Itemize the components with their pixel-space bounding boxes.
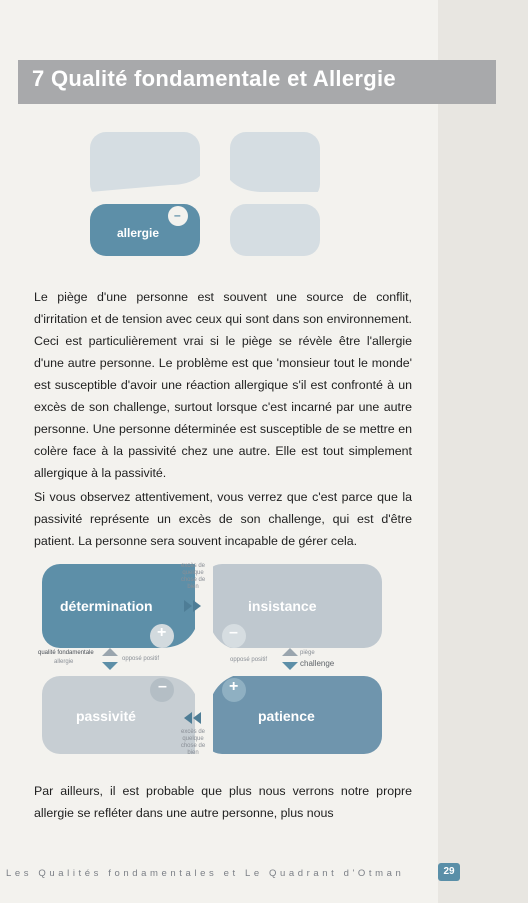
opposite-left-label: opposé positif: [122, 656, 160, 662]
allergie-label: allergie: [117, 226, 160, 240]
minus-icon-bottom: –: [158, 678, 167, 695]
paragraph-3: Par ailleurs, il est probable que plus nous verrons notre propre allergie se refléter dans une autre personne, plus nous: [34, 784, 412, 820]
minus-icon-top: –: [229, 624, 238, 641]
top-excess-note: excès de quelque chose de bien: [180, 563, 206, 590]
bottom-excess-note: excès de quelque chose de bien: [180, 729, 206, 756]
plus-icon-top: +: [157, 624, 167, 641]
quadrant-bottom-left-label: passivité: [76, 708, 136, 724]
minus-sign-icon: –: [174, 208, 181, 222]
footer-text: Les Qualités fondamentales et Le Quadrant d'Otman: [6, 868, 405, 879]
trap-label: piège: [300, 650, 315, 656]
opposite-right-label: opposé positif: [230, 657, 268, 663]
quality-label: qualité fondamentale: [38, 650, 94, 656]
allergy-small-label: allergie: [54, 659, 74, 665]
chapter-title: 7 Qualité fondamentale et Allergie: [32, 66, 396, 91]
quadrant-top-left-label: détermination: [60, 598, 153, 614]
paragraph-2: Si vous observez attentivement, vous verrez que c'est parce que la passivité représente un excès de son challenge, qui est d'être patient. La personne sera souvent incapable de gérer cela.: [34, 490, 412, 548]
quadrant-top-right-label: insistance: [248, 598, 317, 614]
paragraph-1: Le piège d'une personne est souvent une source de conflit, d'irritation et de tension avec ceux qui sont dans son environnement. Ceci est particulièrement vrai si le piège se révèle être l'allergie d'une autre personne. Le problème est que 'monsieur tout le monde' est susceptible d'avoir une réaction allergique s'il est confronté à un excès de son challenge, surtout lorsque c'est incarné par une autre personne. Une personne déterminée est susceptible de se mettre en colère face à la passivité chez une autre. Elle est tout simplement allergique à la passivité.: [34, 290, 412, 480]
plus-icon-bottom: +: [229, 678, 239, 695]
quadrant-bottom-right-label: patience: [258, 708, 315, 724]
challenge-label: challenge: [300, 659, 335, 668]
page-number: 29: [438, 863, 460, 881]
